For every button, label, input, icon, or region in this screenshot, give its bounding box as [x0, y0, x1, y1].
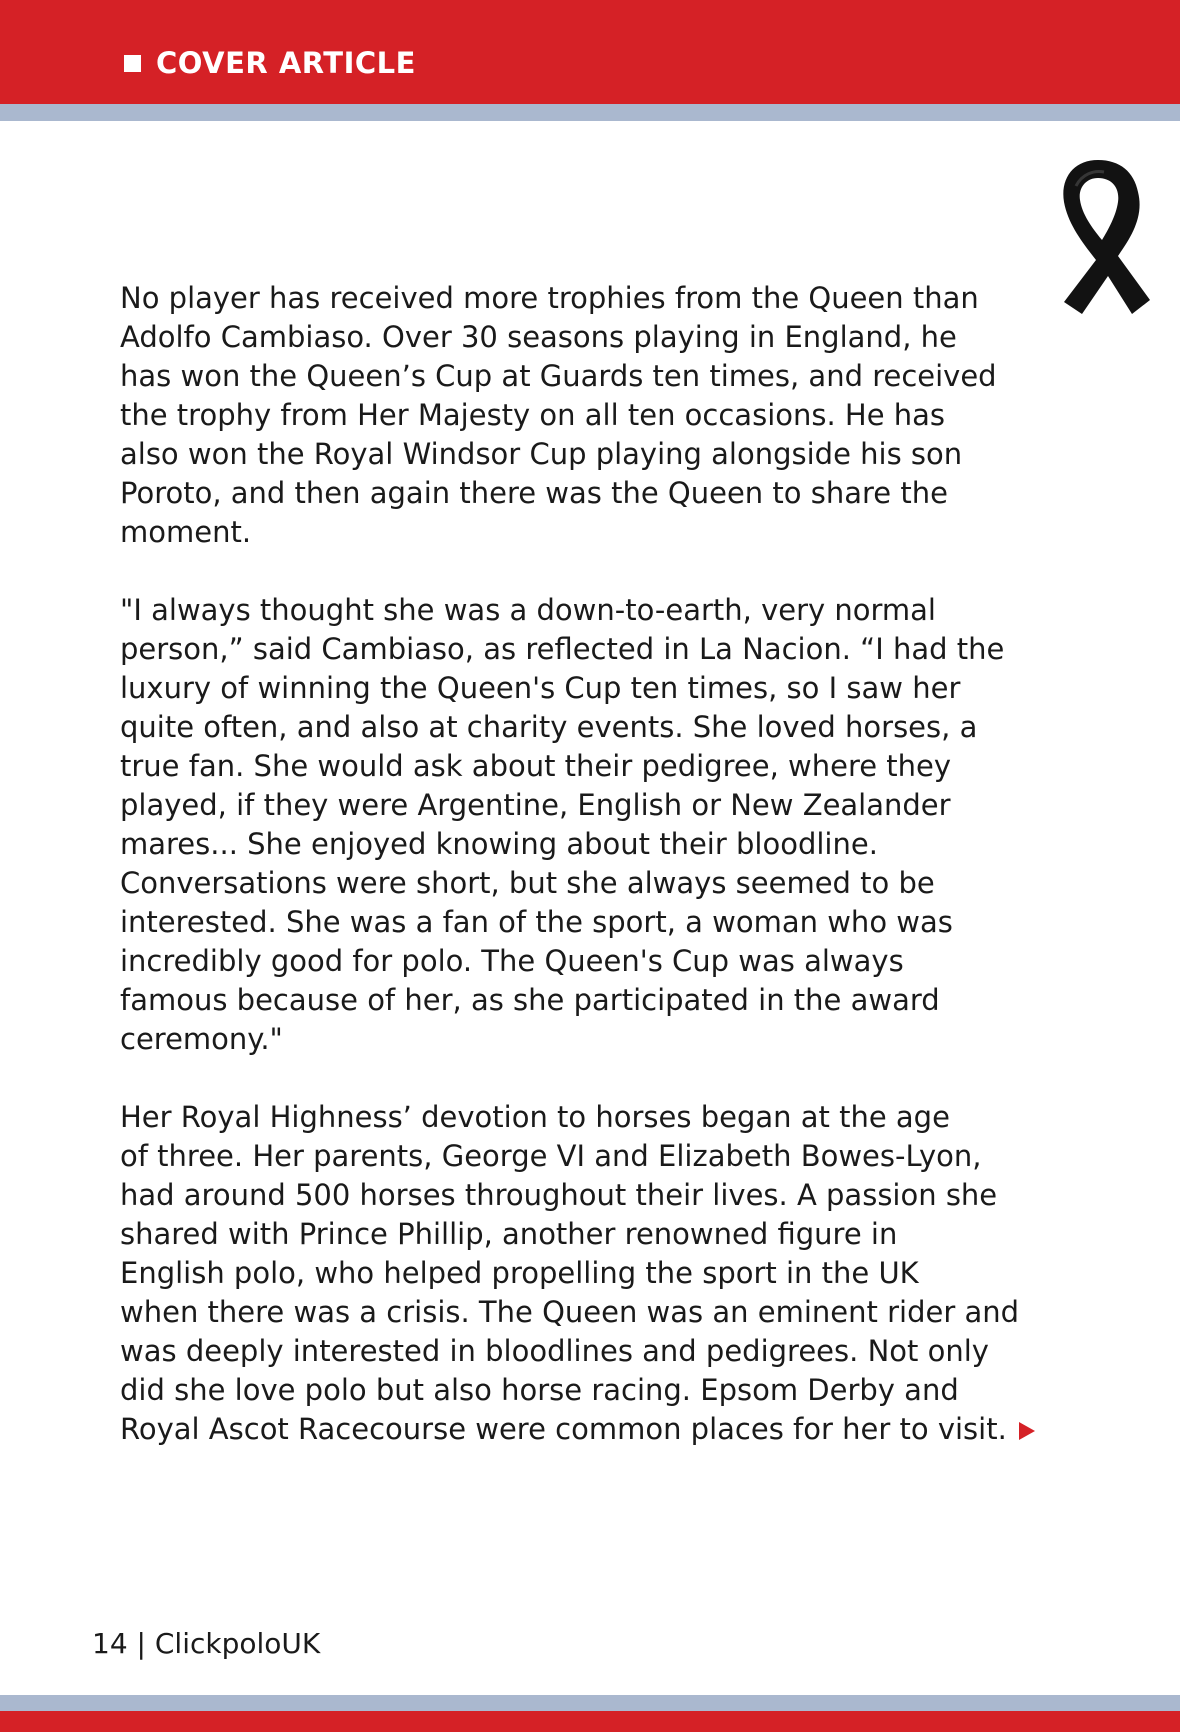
text-line: Royal Ascot Racecourse were common places for her to visit. [120, 1412, 1007, 1446]
text-line: did she love polo but also horse racing. Epsom Derby and [120, 1373, 959, 1407]
text-line: played, if they were Argentine, English or New Zealander [120, 788, 951, 822]
article-paragraph [120, 279, 1080, 552]
article-paragraph [120, 1098, 1080, 1449]
text-line: shared with Prince Phillip, another renowned figure in [120, 1217, 898, 1251]
section-label-text: COVER ARTICLE [156, 46, 416, 80]
text-line: Adolfo Cambiaso. Over 30 seasons playing in England, he [120, 320, 957, 354]
text-line: when there was a crisis. The Queen was an eminent rider and [120, 1295, 1020, 1329]
section-square-icon [124, 55, 141, 72]
text-line: had around 500 horses throughout their lives. A passion she [120, 1178, 998, 1212]
text-line: mares... She enjoyed knowing about their bloodline. [120, 827, 878, 861]
footer-stripe [0, 1695, 1180, 1711]
text-line: quite often, and also at charity events. She loved horses, a [120, 710, 978, 744]
section-label [124, 46, 416, 80]
text-line: person,” said Cambiaso, as reflected in La Nacion. “I had the [120, 632, 1005, 666]
article-paragraph [120, 591, 1080, 1059]
text-line: has won the Queen’s Cup at Guards ten times, and received [120, 359, 997, 393]
text-line: famous because of her, as she participated in the award [120, 983, 940, 1017]
text-line: was deeply interested in bloodlines and pedigrees. Not only [120, 1334, 989, 1368]
page-footer: 14 | ClickpoloUK [92, 1627, 321, 1660]
article-body [120, 279, 1080, 1488]
text-line: English polo, who helped propelling the sport in the UK [120, 1256, 919, 1290]
text-line: Conversations were short, but she always seemed to be [120, 866, 935, 900]
header-bar [0, 0, 1180, 104]
text-line: interested. She was a fan of the sport, a woman who was [120, 905, 953, 939]
text-line: true fan. She would ask about their pedigree, where they [120, 749, 952, 783]
text-line: No player has received more trophies from the Queen than [120, 281, 979, 315]
red-triangle-arrow-icon [1019, 1422, 1035, 1440]
text-line: the trophy from Her Majesty on all ten occasions. He has [120, 398, 946, 432]
text-line: ceremony." [120, 1022, 283, 1056]
header-stripe [0, 104, 1180, 121]
text-line: incredibly good for polo. The Queen's Cup was always [120, 944, 904, 978]
text-line: Her Royal Highness’ devotion to horses began at the age [120, 1100, 950, 1134]
text-line: "I always thought she was a down-to-earth, very normal [120, 593, 936, 627]
footer-bar [0, 1711, 1180, 1732]
text-line: moment. [120, 515, 252, 549]
text-line: luxury of winning the Queen's Cup ten times, so I saw her [120, 671, 961, 705]
text-line: also won the Royal Windsor Cup playing alongside his son [120, 437, 963, 471]
text-line: Poroto, and then again there was the Queen to share the [120, 476, 948, 510]
text-line: of three. Her parents, George VI and Elizabeth Bowes-Lyon, [120, 1139, 982, 1173]
